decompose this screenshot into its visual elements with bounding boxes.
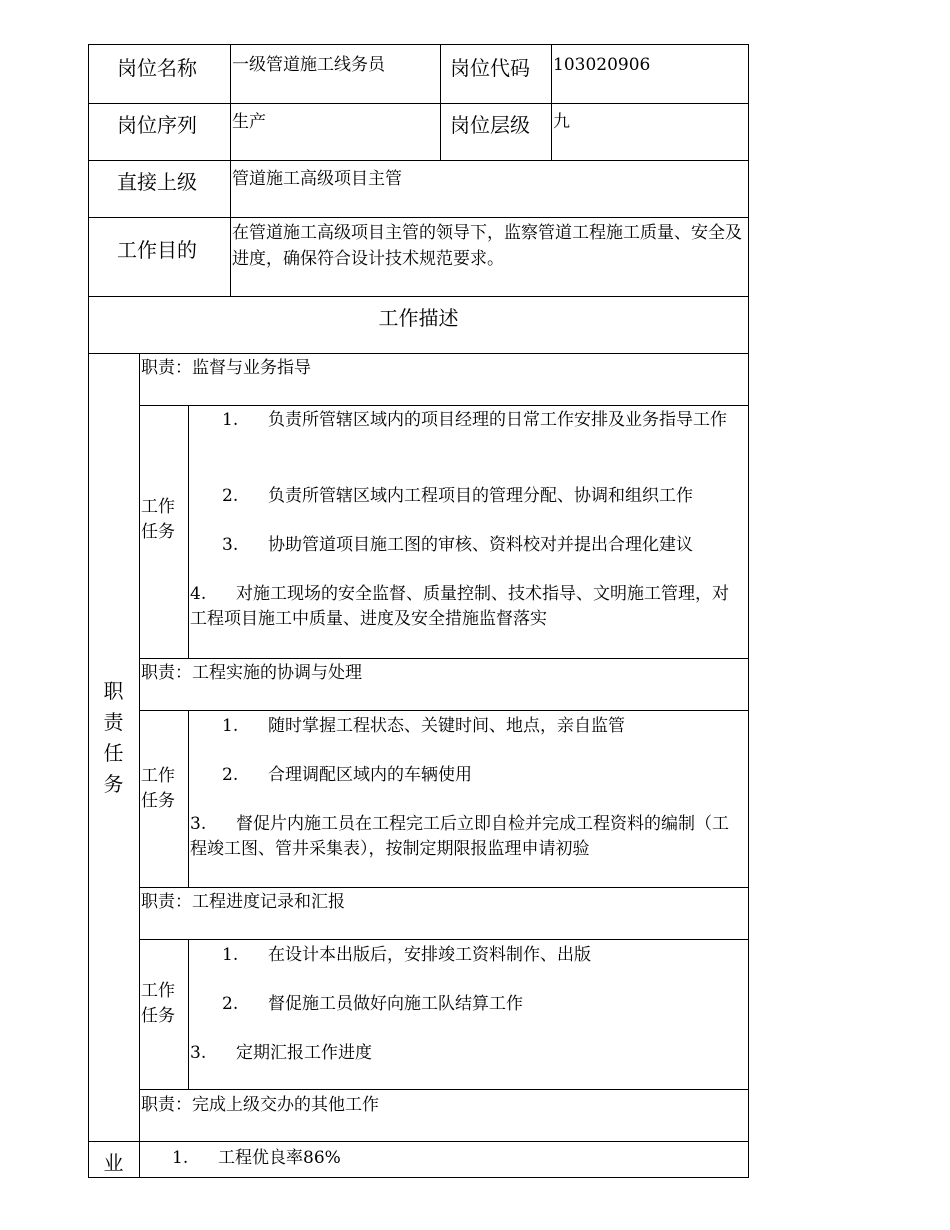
duties-label: 职 责 任 务	[103, 679, 124, 796]
task-item: 3. 协助管道项目施工图的审核、资料校对并提出合理化建议	[222, 535, 693, 555]
section-title: 工作描述	[378, 306, 459, 330]
job-level-label: 岗位层级	[450, 113, 530, 137]
duty-title: 职责：完成上级交办的其他工作	[141, 1095, 379, 1115]
performance-label: 业	[103, 1151, 124, 1175]
task-item: 4. 对施工现场的安全监督、质量控制、技术指导、文明施工管理，对工程项目施工中质量、进度及安全措施监督落实	[190, 584, 729, 629]
purpose-label: 工作目的	[117, 238, 197, 262]
task-item: 3. 督促片内施工员在工程完工后立即自检并完成工程资料的编制（工程竣工图、管井采集表），按制定期限报监理申请初验	[190, 814, 729, 859]
task-item: 2. 合理调配区域内的车辆使用	[222, 765, 472, 785]
performance-item: 1. 工程优良率86%	[172, 1148, 341, 1168]
purpose-value: 在管道施工高级项目主管的领导下，监察管道工程施工质量、安全及进度，确保符合设计技术规范要求。	[232, 223, 742, 269]
duty-title: 职责：工程进度记录和汇报	[141, 892, 345, 912]
task-item: 3. 定期汇报工作进度	[190, 1043, 372, 1063]
job-code-label: 岗位代码	[450, 56, 530, 80]
job-level-value: 九	[553, 112, 570, 132]
task-item: 1. 随时掌握工程状态、关键时间、地点，亲自监管	[222, 716, 625, 736]
duty-title: 职责：工程实施的协调与处理	[141, 663, 362, 683]
job-name-label: 岗位名称	[117, 56, 197, 80]
task-label: 工作任务	[141, 497, 175, 542]
task-item: 1. 在设计本出版后，安排竣工资料制作、出版	[222, 945, 591, 965]
task-item: 2. 负责所管辖区域内工程项目的管理分配、协调和组织工作	[222, 486, 693, 506]
job-series-label: 岗位序列	[117, 113, 197, 137]
task-item: 1. 负责所管辖区域内的项目经理的日常工作安排及业务指导工作	[222, 410, 727, 430]
task-item: 2. 督促施工员做好向施工队结算工作	[222, 994, 523, 1014]
job-code-value: 103020906	[553, 55, 651, 75]
duty-title: 职责：监督与业务指导	[141, 358, 311, 378]
task-label: 工作任务	[141, 766, 175, 811]
job-series-value: 生产	[232, 112, 266, 132]
job-name-value: 一级管道施工线务员	[232, 55, 385, 75]
superior-value: 管道施工高级项目主管	[232, 169, 402, 189]
task-label: 工作任务	[141, 981, 175, 1026]
superior-label: 直接上级	[117, 170, 197, 194]
